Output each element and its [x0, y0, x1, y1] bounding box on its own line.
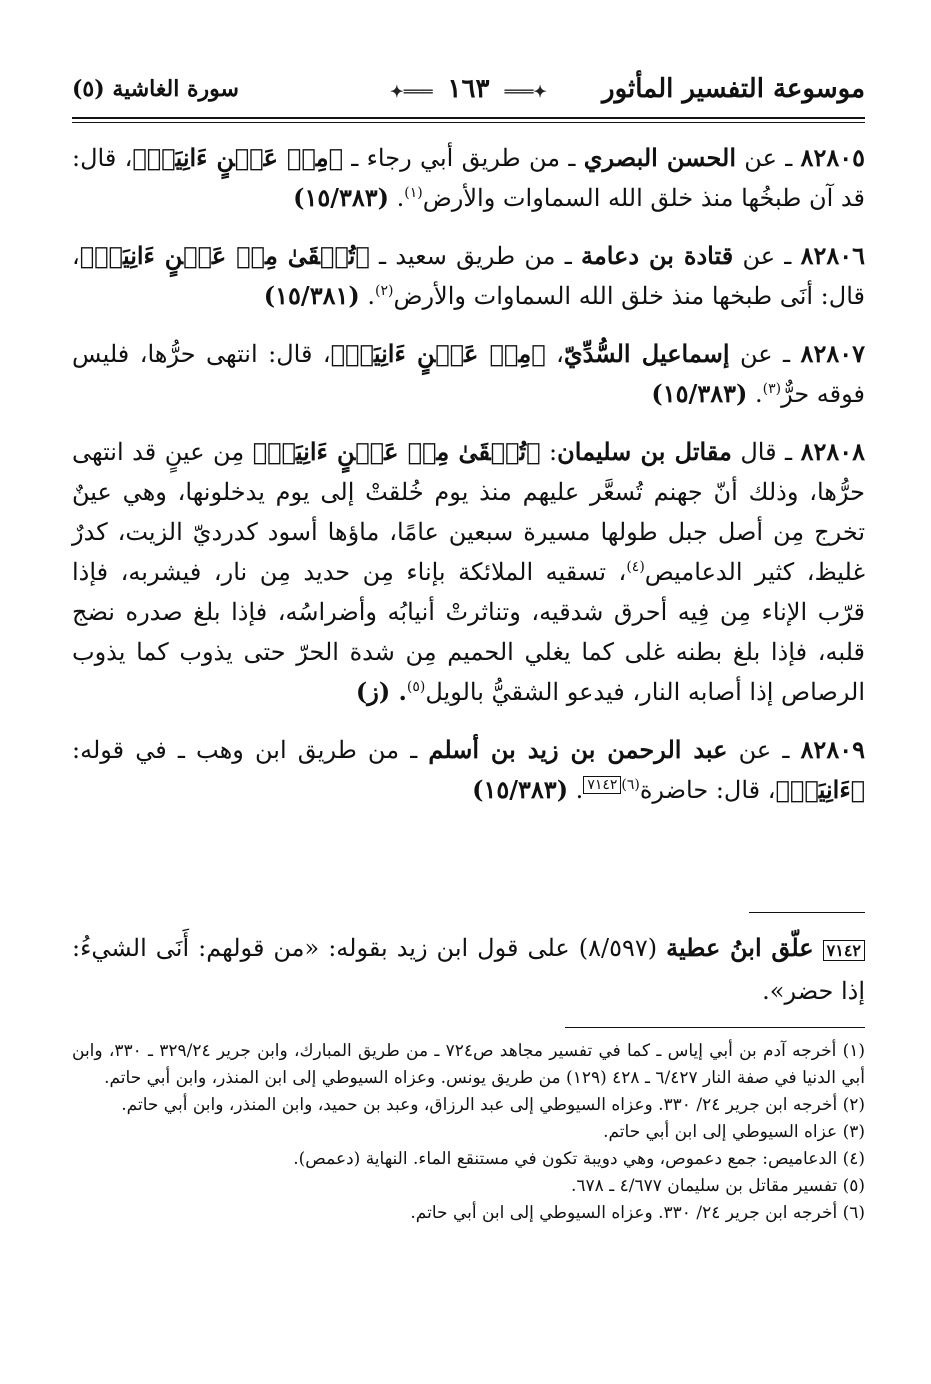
- entry-82809: [72, 730, 865, 810]
- narrator-name: الحسن البصري: [583, 143, 736, 172]
- editor-comment: [72, 928, 865, 1011]
- quran-ayah: ﴿تُسۡقَىٰ مِنۡ عَيۡنٍ ءَانِيَةٖ﴾: [79, 241, 370, 270]
- entry-82808: [72, 432, 865, 712]
- footnote-ref[interactable]: (٢): [374, 283, 394, 299]
- entry-number: ٨٢٨٠٩: [800, 735, 865, 764]
- entry-text: .: [359, 282, 375, 310]
- entry-text: ـ عن: [733, 242, 801, 270]
- entry-text: ، قال: قد آن طبخُها منذ خلق الله السماوات والأرض: [72, 144, 865, 212]
- footnote-item: (٣) عزاه السيوطي إلى ابن أبي حاتم.: [603, 1122, 865, 1142]
- footnote-ref[interactable]: (٥): [406, 679, 426, 695]
- page-number: ١٦٣: [447, 74, 490, 104]
- quran-ayah: ﴿مِنۡ عَيۡنٍ ءَانِيَةٖ﴾: [132, 143, 343, 172]
- main-text: [72, 138, 865, 828]
- surah-title: سورة الغاشية (٥): [72, 76, 239, 102]
- page-number-block: [384, 74, 553, 104]
- entry-text: :: [540, 438, 558, 466]
- entry-text: ، قال: انتهى حرُّها، فليس فوقه حرٌّ: [72, 340, 865, 408]
- entry-text: ـ قال: [731, 438, 801, 466]
- entry-text: ،: [545, 340, 564, 368]
- entry-text: ـ عن: [729, 340, 801, 368]
- entry-text: ، تسقيه الملائكة بإناء مِن حديد مِن نار، فيشربه، فإذا قرّب الإناء مِن فِيه أحرق شدقيه، وتناثرتْ أنيابُه وأضراسُه، فإذا بلغ صدره نضج قلبه، فإذا بلغ بطنه غلى كما يغلي الحميم مِن شدة الحرّ حتى يذوب كما يذوب الرصاص إذا أصابه النار، فيدعو الشقيُّ بالويل: [72, 558, 865, 706]
- footnote-item: (٢) أخرجه ابن جرير ٢٤/ ٣٣٠. وعزاه السيوطي إلى عبد الرزاق، وعبد بن حميد، وابن المنذر، وابن أبي حاتم.: [121, 1095, 865, 1115]
- narrator-name: قتادة بن دعامة: [581, 241, 734, 270]
- narrator-name: مقاتل بن سليمان: [557, 437, 732, 466]
- entry-number: ٨٢٨٠٥: [800, 143, 865, 172]
- footnotes: [72, 1038, 865, 1227]
- quran-ayah: ﴿مِنۡ عَيۡنٍ ءَانِيَةٖ﴾: [330, 339, 546, 368]
- ornament-icon: ✦═══: [504, 82, 547, 101]
- footnote-item: (٦) أخرجه ابن جرير ٢٤/ ٣٣٠. وعزاه السيوطي إلى ابن أبي حاتم.: [410, 1203, 865, 1223]
- comment-text: (٨/٥٩٧) على قول ابن زيد بقوله: «من قولهم: أَنَى الشيءُ: إذا حضر».: [72, 934, 865, 1005]
- footnote-item: (١) أخرجه آدم بن أبي إياس ـ كما في تفسير مجاهد ص٧٢٤ ـ من طريق المبارك، وابن جرير ٣٢٩/٢٤ ـ ٣٣٠، وابن أبي الدنيا في صفة النار ٦/٤٢٧ ـ ٤٢٨ (١٢٩) من طريق يونس. وعزاه السيوطي إلى ابن المنذر، وابن أبي حاتم.: [72, 1041, 865, 1088]
- comment-ref-box[interactable]: ٧١٤٢: [583, 776, 621, 794]
- entry-text: ـ عن: [736, 144, 801, 172]
- quran-ayah: ﴿ءَانِيَةٖ﴾: [775, 775, 865, 804]
- page-header: [72, 60, 865, 118]
- footnote-item: (٤) الدعاميص: جمع دعموص، وهي دويبة تكون في مستنقع الماء. النهاية (دعمص).: [293, 1149, 865, 1169]
- volume-reference: (١٥/٣٨١): [263, 281, 360, 310]
- entry-82807: [72, 334, 865, 414]
- entry-text: مِن عينٍ قد انتهى حرُّها، وذلك أنّ جهنم تُسعَّر عليهم منذ يوم خُلقتْ إلى يوم يدخلونها، وهي عينٌ تخرج مِن أصل جبل طولها مسيرة سبعين عامًا، ماؤها أسود كدرديّ الزيت، كدرٌ غليظ، كثير الدعاميص: [72, 438, 865, 586]
- comment-number-box: ٧١٤٢: [823, 940, 865, 961]
- volume-reference: (١٥/٣٨٣): [651, 379, 748, 408]
- entry-text: .: [389, 184, 405, 212]
- footnote-item: (٥) تفسير مقاتل بن سليمان ٤/٦٧٧ ـ ٦٧٨.: [571, 1176, 865, 1196]
- entry-number: ٨٢٨٠٨: [800, 437, 866, 466]
- comment-lead: علّق ابنُ عطية: [666, 933, 814, 962]
- entry-text: .: [747, 380, 763, 408]
- entry-number: ٨٢٨٠٧: [800, 339, 865, 368]
- entry-text: .: [568, 776, 584, 804]
- footnotes-divider: [565, 1027, 865, 1028]
- narrator-name: عبد الرحمن بن زيد بن أسلم: [428, 735, 728, 764]
- entry-text: ـ من طريق سعيد ـ: [369, 242, 581, 270]
- entry-82806: [72, 236, 865, 316]
- comment-divider: [749, 912, 865, 913]
- narrator-name: إسماعيل السُّدِّيّ: [563, 339, 730, 368]
- volume-reference: (١٥/٣٨٣): [293, 183, 390, 212]
- entry-82805: [72, 138, 865, 218]
- footnote-ref[interactable]: (٦): [621, 777, 640, 793]
- ornament-icon: ═══✦: [390, 82, 433, 101]
- footnote-ref[interactable]: (١): [404, 185, 423, 201]
- entry-text: ـ من طريق أبي رجاء ـ: [342, 144, 584, 172]
- entry-text: ـ عن: [727, 736, 801, 764]
- entry-text: ، قال: أنَى طبخها منذ خلق الله السماوات والأرض: [72, 242, 865, 310]
- header-rule: [72, 117, 865, 123]
- quran-ayah: ﴿تُسۡقَىٰ مِنۡ عَيۡنٍ ءَانِيَةٖ﴾: [252, 437, 541, 466]
- entry-number: ٨٢٨٠٦: [800, 241, 866, 270]
- entry-text: ـ من طريق ابن وهب ـ في قوله:: [72, 736, 429, 764]
- footnote-ref[interactable]: (٤): [626, 559, 645, 575]
- entry-text: ، قال: حاضرة: [639, 776, 776, 804]
- volume-reference: . (ز): [355, 677, 407, 706]
- volume-reference: (١٥/٣٨٣): [472, 775, 569, 804]
- footnote-ref[interactable]: (٣): [762, 381, 782, 397]
- book-title: موسوعة التفسير المأثور: [602, 74, 865, 104]
